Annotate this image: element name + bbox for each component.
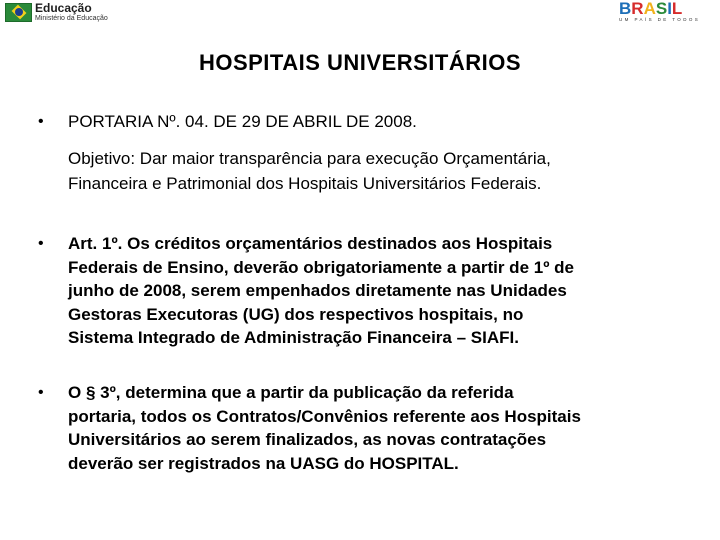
header — [0, 0, 720, 24]
bullet-text-art1 — [68, 232, 698, 350]
brasil-logo-letter: R — [631, 0, 644, 18]
bullet-line: Universitários ao serem finalizados, as novas contratações — [68, 430, 547, 449]
bullet-text: PORTARIA Nº. 04. DE 29 DE ABRIL DE 2008. — [68, 112, 417, 131]
bullet-text-paragrafo3 — [68, 381, 698, 475]
brasil-logo-letter: B — [619, 0, 632, 18]
logo-title: Educação — [35, 1, 92, 15]
bullet-line: deverão ser registrados na UASG do HOSPITAL. — [68, 453, 459, 473]
brasil-logo — [619, 1, 714, 23]
bullet-line: O § 3º, determina que a partir da publicação da referida — [68, 383, 514, 402]
bullet-line: Gestoras Executoras (UG) dos respectivos hospitais, no — [68, 304, 524, 324]
detail-line: Objetivo: Dar maior transparência para execução Orçamentária, — [68, 149, 551, 168]
detail-line: Financeira e Patrimonial dos Hospitais Universitários Federais. — [68, 174, 542, 193]
bullet-line: Art. 1º. Os créditos orçamentários destinados aos Hospitais — [68, 234, 553, 253]
brasil-logo-slogan: UM PAÍS DE TODOS — [619, 17, 701, 22]
brasil-logo-letter: L — [671, 0, 683, 18]
bullet-marker: • — [38, 235, 44, 252]
brasil-logo-letter: S — [655, 0, 668, 18]
slide-title: HOSPITAIS UNIVERSITÁRIOS — [198, 50, 522, 75]
brasil-logo-letter: I — [667, 0, 672, 18]
brasil-logo-letter: A — [643, 0, 656, 18]
bullet-line: portaria, todos os Contratos/Convênios referente aos Hospitais — [68, 406, 581, 426]
bullet-detail — [68, 146, 698, 196]
brasil-logo-word — [619, 1, 714, 17]
brazil-flag-icon — [5, 3, 32, 22]
bullet-line: Federais de Ensino, deverão obrigatoriamente a partir de 1º de — [68, 257, 574, 277]
bullet-line: junho de 2008, serem empenhados diretamente nas Unidades — [68, 281, 567, 300]
bullet-marker: • — [38, 384, 44, 401]
bullet-line: Sistema Integrado de Administração Financeira – SIAFI. — [68, 328, 519, 347]
bullet-marker: • — [38, 113, 44, 130]
logo-subtitle: Ministério da Educação — [35, 15, 108, 22]
education-ministry-logo — [5, 1, 108, 23]
